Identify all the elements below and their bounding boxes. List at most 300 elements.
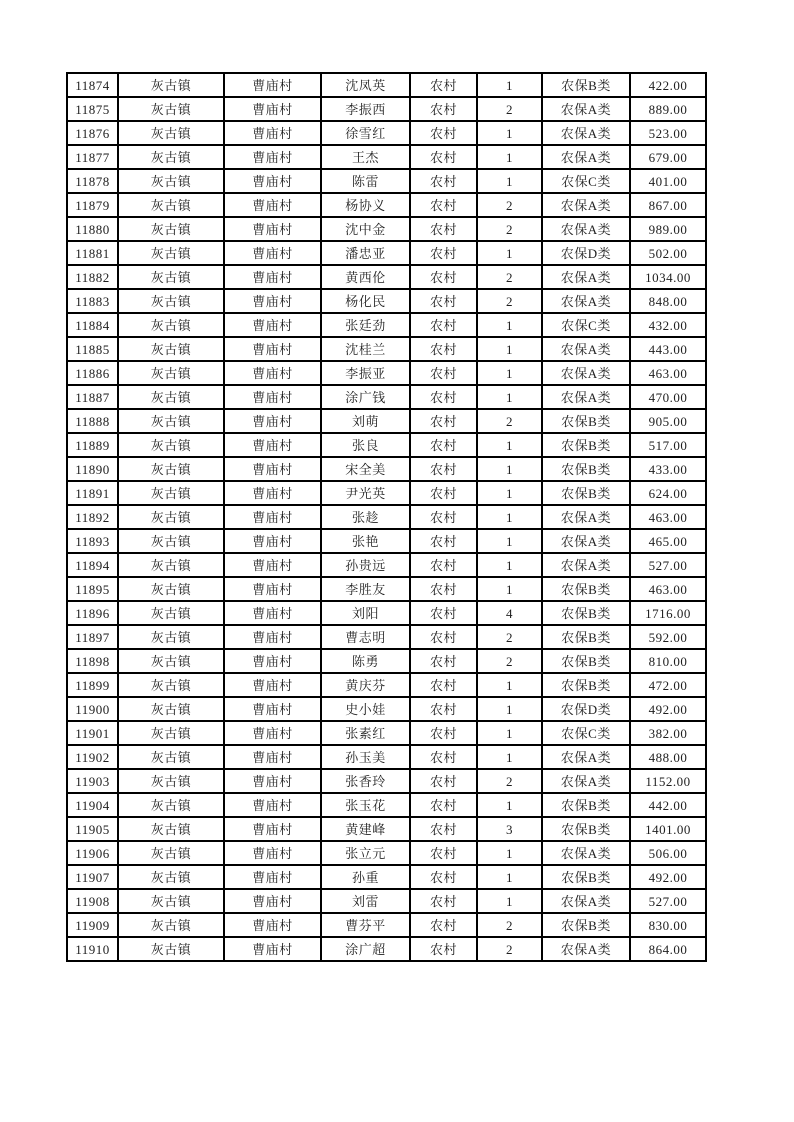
table-row [67,769,706,793]
cell-town: 灰古镇 [118,505,224,529]
table-row [67,649,706,673]
cell-insurance-category: 农保A类 [542,553,630,577]
cell-residence-type: 农村 [410,241,477,265]
cell-insurance-category: 农保B类 [542,601,630,625]
cell-village: 曹庙村 [224,841,321,865]
cell-residence-type: 农村 [410,913,477,937]
table-row [67,913,706,937]
cell-insurance-category: 农保A类 [542,337,630,361]
cell-insurance-category: 农保B类 [542,457,630,481]
cell-insurance-category: 农保A类 [542,217,630,241]
cell-amount: 492.00 [630,697,706,721]
cell-amount: 830.00 [630,913,706,937]
table-row [67,433,706,457]
cell-person-name: 孙重 [321,865,410,889]
cell-record-id: 11891 [67,481,118,505]
cell-person-count: 1 [477,673,542,697]
cell-record-id: 11899 [67,673,118,697]
cell-insurance-category: 农保B类 [542,625,630,649]
cell-amount: 463.00 [630,505,706,529]
table-row [67,217,706,241]
cell-person-name: 孙玉美 [321,745,410,769]
cell-village: 曹庙村 [224,361,321,385]
cell-insurance-category: 农保A类 [542,385,630,409]
cell-residence-type: 农村 [410,121,477,145]
cell-person-name: 张艳 [321,529,410,553]
cell-person-count: 2 [477,937,542,961]
cell-town: 灰古镇 [118,553,224,577]
cell-person-count: 2 [477,217,542,241]
cell-person-count: 2 [477,913,542,937]
cell-amount: 905.00 [630,409,706,433]
cell-village: 曹庙村 [224,769,321,793]
cell-amount: 527.00 [630,553,706,577]
cell-residence-type: 农村 [410,73,477,97]
cell-record-id: 11900 [67,697,118,721]
cell-person-name: 刘阳 [321,601,410,625]
cell-person-name: 史小娃 [321,697,410,721]
cell-record-id: 11880 [67,217,118,241]
cell-person-count: 2 [477,97,542,121]
cell-town: 灰古镇 [118,121,224,145]
cell-village: 曹庙村 [224,913,321,937]
cell-town: 灰古镇 [118,865,224,889]
cell-amount: 433.00 [630,457,706,481]
cell-insurance-category: 农保D类 [542,241,630,265]
cell-amount: 867.00 [630,193,706,217]
cell-amount: 864.00 [630,937,706,961]
cell-village: 曹庙村 [224,505,321,529]
cell-amount: 422.00 [630,73,706,97]
cell-person-name: 尹光英 [321,481,410,505]
cell-residence-type: 农村 [410,697,477,721]
cell-person-count: 2 [477,625,542,649]
cell-town: 灰古镇 [118,817,224,841]
table-row [67,865,706,889]
cell-insurance-category: 农保A类 [542,889,630,913]
cell-village: 曹庙村 [224,409,321,433]
cell-residence-type: 农村 [410,817,477,841]
cell-residence-type: 农村 [410,793,477,817]
cell-town: 灰古镇 [118,73,224,97]
cell-amount: 1034.00 [630,265,706,289]
cell-insurance-category: 农保A类 [542,745,630,769]
cell-residence-type: 农村 [410,409,477,433]
cell-person-count: 1 [477,337,542,361]
cell-residence-type: 农村 [410,313,477,337]
table-row [67,505,706,529]
cell-person-count: 1 [477,385,542,409]
cell-insurance-category: 农保D类 [542,697,630,721]
cell-insurance-category: 农保B类 [542,817,630,841]
cell-town: 灰古镇 [118,193,224,217]
table-row [67,793,706,817]
cell-record-id: 11904 [67,793,118,817]
cell-person-count: 1 [477,241,542,265]
cell-insurance-category: 农保A类 [542,97,630,121]
cell-person-name: 张香玲 [321,769,410,793]
cell-person-name: 李振西 [321,97,410,121]
cell-residence-type: 农村 [410,673,477,697]
cell-amount: 472.00 [630,673,706,697]
cell-insurance-category: 农保B类 [542,433,630,457]
cell-residence-type: 农村 [410,841,477,865]
cell-amount: 523.00 [630,121,706,145]
cell-person-name: 陈雷 [321,169,410,193]
cell-residence-type: 农村 [410,601,477,625]
cell-town: 灰古镇 [118,409,224,433]
cell-residence-type: 农村 [410,937,477,961]
cell-person-count: 1 [477,865,542,889]
cell-town: 灰古镇 [118,889,224,913]
cell-residence-type: 农村 [410,169,477,193]
cell-record-id: 11874 [67,73,118,97]
cell-insurance-category: 农保A类 [542,769,630,793]
cell-town: 灰古镇 [118,433,224,457]
cell-amount: 492.00 [630,865,706,889]
cell-insurance-category: 农保A类 [542,289,630,313]
table-row [67,889,706,913]
cell-insurance-category: 农保B类 [542,577,630,601]
cell-village: 曹庙村 [224,193,321,217]
cell-insurance-category: 农保B类 [542,793,630,817]
cell-town: 灰古镇 [118,673,224,697]
cell-residence-type: 农村 [410,865,477,889]
cell-residence-type: 农村 [410,385,477,409]
cell-village: 曹庙村 [224,745,321,769]
cell-person-name: 潘忠亚 [321,241,410,265]
cell-residence-type: 农村 [410,553,477,577]
cell-person-name: 杨协义 [321,193,410,217]
cell-person-name: 张素红 [321,721,410,745]
cell-village: 曹庙村 [224,817,321,841]
cell-record-id: 11897 [67,625,118,649]
cell-record-id: 11882 [67,265,118,289]
cell-person-name: 张玉花 [321,793,410,817]
cell-insurance-category: 农保A类 [542,841,630,865]
cell-record-id: 11886 [67,361,118,385]
cell-town: 灰古镇 [118,97,224,121]
cell-village: 曹庙村 [224,265,321,289]
cell-amount: 506.00 [630,841,706,865]
table-row [67,97,706,121]
cell-amount: 1401.00 [630,817,706,841]
cell-record-id: 11908 [67,889,118,913]
cell-insurance-category: 农保C类 [542,169,630,193]
cell-person-name: 刘萌 [321,409,410,433]
cell-insurance-category: 农保A类 [542,145,630,169]
cell-residence-type: 农村 [410,361,477,385]
cell-person-name: 黄庆芬 [321,673,410,697]
cell-record-id: 11883 [67,289,118,313]
cell-person-count: 2 [477,769,542,793]
cell-town: 灰古镇 [118,769,224,793]
cell-person-count: 1 [477,553,542,577]
cell-amount: 502.00 [630,241,706,265]
cell-town: 灰古镇 [118,793,224,817]
cell-town: 灰古镇 [118,625,224,649]
cell-residence-type: 农村 [410,193,477,217]
cell-amount: 848.00 [630,289,706,313]
table-row [67,697,706,721]
cell-village: 曹庙村 [224,385,321,409]
cell-person-count: 2 [477,649,542,673]
cell-person-name: 陈勇 [321,649,410,673]
cell-village: 曹庙村 [224,73,321,97]
cell-village: 曹庙村 [224,481,321,505]
cell-amount: 382.00 [630,721,706,745]
table-row [67,265,706,289]
cell-town: 灰古镇 [118,145,224,169]
cell-insurance-category: 农保B类 [542,673,630,697]
table-row [67,937,706,961]
cell-record-id: 11909 [67,913,118,937]
cell-village: 曹庙村 [224,457,321,481]
cell-town: 灰古镇 [118,913,224,937]
cell-village: 曹庙村 [224,289,321,313]
cell-record-id: 11903 [67,769,118,793]
cell-insurance-category: 农保B类 [542,73,630,97]
cell-record-id: 11901 [67,721,118,745]
table-row [67,289,706,313]
cell-village: 曹庙村 [224,433,321,457]
cell-town: 灰古镇 [118,745,224,769]
cell-person-count: 1 [477,721,542,745]
cell-town: 灰古镇 [118,241,224,265]
cell-amount: 442.00 [630,793,706,817]
cell-record-id: 11892 [67,505,118,529]
cell-record-id: 11890 [67,457,118,481]
cell-town: 灰古镇 [118,721,224,745]
cell-town: 灰古镇 [118,529,224,553]
cell-residence-type: 农村 [410,529,477,553]
cell-record-id: 11878 [67,169,118,193]
cell-person-name: 涂广超 [321,937,410,961]
cell-person-name: 孙贵远 [321,553,410,577]
cell-person-count: 1 [477,145,542,169]
cell-amount: 443.00 [630,337,706,361]
cell-amount: 679.00 [630,145,706,169]
cell-person-name: 涂广钱 [321,385,410,409]
cell-village: 曹庙村 [224,553,321,577]
cell-town: 灰古镇 [118,361,224,385]
cell-record-id: 11876 [67,121,118,145]
table-row [67,145,706,169]
cell-residence-type: 农村 [410,481,477,505]
cell-village: 曹庙村 [224,793,321,817]
cell-residence-type: 农村 [410,145,477,169]
cell-person-name: 杨化民 [321,289,410,313]
cell-amount: 624.00 [630,481,706,505]
cell-insurance-category: 农保B类 [542,649,630,673]
cell-person-name: 张良 [321,433,410,457]
cell-person-name: 沈凤英 [321,73,410,97]
cell-town: 灰古镇 [118,697,224,721]
cell-amount: 517.00 [630,433,706,457]
cell-record-id: 11889 [67,433,118,457]
cell-town: 灰古镇 [118,289,224,313]
cell-person-name: 李振亚 [321,361,410,385]
table-row [67,361,706,385]
cell-town: 灰古镇 [118,217,224,241]
pension-roster-table [66,72,707,962]
cell-amount: 488.00 [630,745,706,769]
table-row [67,385,706,409]
cell-record-id: 11884 [67,313,118,337]
table-row [67,409,706,433]
table-row [67,577,706,601]
cell-amount: 463.00 [630,361,706,385]
cell-person-count: 2 [477,289,542,313]
cell-insurance-category: 农保C类 [542,313,630,337]
cell-amount: 470.00 [630,385,706,409]
cell-person-count: 1 [477,505,542,529]
cell-person-name: 曹芬平 [321,913,410,937]
cell-record-id: 11877 [67,145,118,169]
cell-person-count: 1 [477,577,542,601]
cell-person-name: 张趁 [321,505,410,529]
cell-residence-type: 农村 [410,337,477,361]
cell-town: 灰古镇 [118,265,224,289]
cell-village: 曹庙村 [224,697,321,721]
cell-residence-type: 农村 [410,265,477,289]
cell-village: 曹庙村 [224,145,321,169]
cell-insurance-category: 农保A类 [542,361,630,385]
cell-town: 灰古镇 [118,457,224,481]
table-row [67,721,706,745]
cell-person-name: 黄建峰 [321,817,410,841]
cell-person-name: 沈中金 [321,217,410,241]
cell-residence-type: 农村 [410,625,477,649]
table-row [67,121,706,145]
table-row [67,73,706,97]
cell-town: 灰古镇 [118,313,224,337]
cell-village: 曹庙村 [224,529,321,553]
cell-village: 曹庙村 [224,169,321,193]
cell-record-id: 11896 [67,601,118,625]
cell-amount: 401.00 [630,169,706,193]
cell-person-name: 黄西伦 [321,265,410,289]
cell-insurance-category: 农保B类 [542,865,630,889]
cell-village: 曹庙村 [224,337,321,361]
table-row [67,457,706,481]
cell-record-id: 11887 [67,385,118,409]
table-row [67,481,706,505]
cell-person-name: 张立元 [321,841,410,865]
cell-village: 曹庙村 [224,625,321,649]
cell-residence-type: 农村 [410,97,477,121]
cell-amount: 989.00 [630,217,706,241]
cell-amount: 889.00 [630,97,706,121]
table-row [67,313,706,337]
cell-record-id: 11906 [67,841,118,865]
table-row [67,601,706,625]
cell-village: 曹庙村 [224,865,321,889]
cell-person-count: 1 [477,169,542,193]
table-row [67,337,706,361]
cell-town: 灰古镇 [118,649,224,673]
cell-residence-type: 农村 [410,889,477,913]
table-row [67,529,706,553]
cell-residence-type: 农村 [410,433,477,457]
cell-residence-type: 农村 [410,769,477,793]
cell-village: 曹庙村 [224,217,321,241]
cell-village: 曹庙村 [224,241,321,265]
cell-person-count: 1 [477,841,542,865]
cell-person-count: 1 [477,529,542,553]
cell-record-id: 11888 [67,409,118,433]
table-row [67,817,706,841]
cell-amount: 527.00 [630,889,706,913]
cell-residence-type: 农村 [410,457,477,481]
cell-residence-type: 农村 [410,721,477,745]
cell-amount: 1152.00 [630,769,706,793]
cell-record-id: 11902 [67,745,118,769]
cell-village: 曹庙村 [224,937,321,961]
cell-village: 曹庙村 [224,121,321,145]
cell-amount: 810.00 [630,649,706,673]
cell-person-count: 2 [477,193,542,217]
cell-amount: 432.00 [630,313,706,337]
cell-person-name: 宋全美 [321,457,410,481]
cell-person-count: 1 [477,697,542,721]
cell-person-count: 3 [477,817,542,841]
cell-residence-type: 农村 [410,577,477,601]
cell-residence-type: 农村 [410,289,477,313]
cell-village: 曹庙村 [224,889,321,913]
cell-insurance-category: 农保A类 [542,121,630,145]
cell-person-count: 1 [477,745,542,769]
cell-person-count: 1 [477,433,542,457]
cell-person-name: 张廷劲 [321,313,410,337]
cell-person-count: 1 [477,457,542,481]
cell-insurance-category: 农保A类 [542,265,630,289]
cell-insurance-category: 农保B类 [542,409,630,433]
cell-town: 灰古镇 [118,337,224,361]
cell-residence-type: 农村 [410,217,477,241]
cell-village: 曹庙村 [224,673,321,697]
table-body [67,73,706,961]
cell-person-count: 4 [477,601,542,625]
cell-person-count: 2 [477,409,542,433]
cell-village: 曹庙村 [224,601,321,625]
cell-village: 曹庙村 [224,721,321,745]
cell-person-count: 1 [477,121,542,145]
cell-record-id: 11875 [67,97,118,121]
cell-town: 灰古镇 [118,169,224,193]
cell-record-id: 11907 [67,865,118,889]
cell-record-id: 11910 [67,937,118,961]
cell-person-name: 曹志明 [321,625,410,649]
cell-residence-type: 农村 [410,649,477,673]
table-row [67,625,706,649]
cell-insurance-category: 农保A类 [542,193,630,217]
cell-record-id: 11893 [67,529,118,553]
table-row [67,673,706,697]
table-row [67,241,706,265]
cell-person-count: 1 [477,361,542,385]
table-row [67,745,706,769]
cell-village: 曹庙村 [224,313,321,337]
cell-town: 灰古镇 [118,577,224,601]
cell-amount: 1716.00 [630,601,706,625]
cell-person-name: 沈桂兰 [321,337,410,361]
cell-insurance-category: 农保A类 [542,505,630,529]
cell-person-count: 2 [477,265,542,289]
cell-insurance-category: 农保A类 [542,529,630,553]
cell-record-id: 11879 [67,193,118,217]
cell-person-count: 1 [477,889,542,913]
